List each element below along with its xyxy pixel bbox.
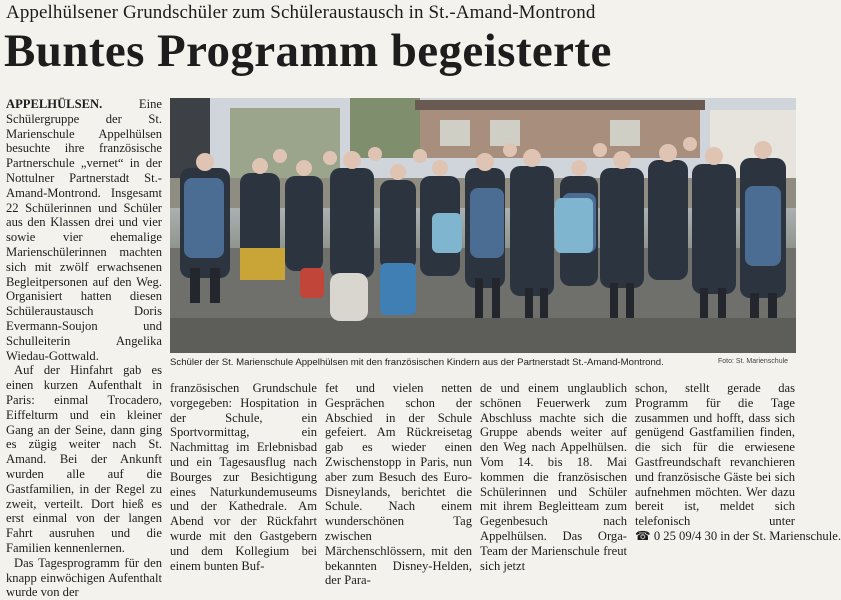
article-column-5 <box>635 381 841 543</box>
paragraph-2: Auf der Hinfahrt gab es einen kurzen Aufenthalt in Paris: einmal Trocadero, Eiffelturm und ein kleiner Gang an der Seine, dann ging es zügig weiter nach St. Amand. Bei der Ankunft wurden alle auf die Gastfamilien, in der Regel zu zweit, verteilt. Dort hieß es erst einmal von der langen Fahrt ausruhen und die Familien kennenlernen. <box>6 363 162 555</box>
article-kicker: Appelhülsener Grundschüler zum Schüleraustausch in St.-Amand-Montrond <box>6 2 596 23</box>
column-5-text <box>635 381 841 544</box>
paragraph-1-text: Eine Schülergruppe der St. Marienschule Appelhülsen besuchte ihre französische Partnerschule „vernet“ in der Nottulner Partnerstadt St.-Amand-Montrond. Insgesamt 22 Schülerinnen und Schüler aus den Klassen drei und vier sowie vier ehemalige Marienschülerinnen machten sich mit zwölf erwachsenen Begleitpersonen auf den Weg. Organisiert hatten diesen Schüleraustausch Doris Evermann-Soujon und Schulleiterin Angelika Wiedau-Gottwald. <box>6 97 162 363</box>
photo-credit: Foto: St. Marienschule <box>718 358 789 365</box>
dateline: APPELHÜLSEN. <box>6 97 103 111</box>
column-3-text: fet und vielen netten Gesprächen schon der Abschied in der Schule gefeiert. Am Rückreisetag gab es wieder einen Zwischenstopp in Paris, nun aber zum Besuch des Euro-Disneylands, berichtet die Schule. Nach einem wunderschönen Tag zwischen Märchenschlössern, mit den bekannten Disney-Helden, der Para- <box>325 381 472 588</box>
group-photo-illustration <box>170 98 796 353</box>
article-column-1 <box>6 97 162 600</box>
article-headline: Buntes Programm begeisterte <box>4 25 612 77</box>
group-photo <box>170 98 796 353</box>
article-column-2 <box>170 381 317 573</box>
paragraph-3: Das Tagesprogramm für den knapp einwöchigen Aufenthalt wurde von der <box>6 555 162 600</box>
article-column-3 <box>325 381 472 588</box>
photo-caption: Schüler der St. Marienschule Appelhülsen mit den französischen Kindern aus der Partnerstadt St.-Amand-Montrond. <box>170 357 664 368</box>
column-5-body: schon, stellt gerade das Programm für die Tage zusammen und hofft, dass sich genügend Gastfamilien finden, die sich für die erwiesene Gastfreundschaft revanchieren und französische Gäste bei sich aufnehmen möchten. Wer dazu bereit ist, meldet sich telefonisch unter <box>635 381 795 529</box>
column-2-text: französischen Grundschule vorgegeben: Hospitation in der Schule, ein Sportvormittag, ein Nachmittag im Erlebnisbad und ein Tagesausflug nach Bourges zur Besichtigung eines Naturkundemuseums und der Kathedrale. Am Abend vor der Rückfahrt wurde mit den Gastgebern und dem Kollegium bei einem bunten Buf- <box>170 381 317 573</box>
phone-number: ☎ 0 25 09/4 30 in der St. Marienschule. <box>635 528 841 543</box>
column-4-text: de und einem unglaublich schönen Feuerwerk zum Abschluss machte sich die Gruppe abends weiter auf den Weg nach Appelhülsen. Vom 14. bis 18. Mai kommen die französischen Schülerinnen und Schüler mit ihrem Begleitteam zum Gegenbesuch nach Appelhülsen. Das Orga-Team der Marienschule freut sich jetzt <box>480 381 627 573</box>
article-column-4 <box>480 381 627 573</box>
paragraph-1 <box>6 97 162 363</box>
